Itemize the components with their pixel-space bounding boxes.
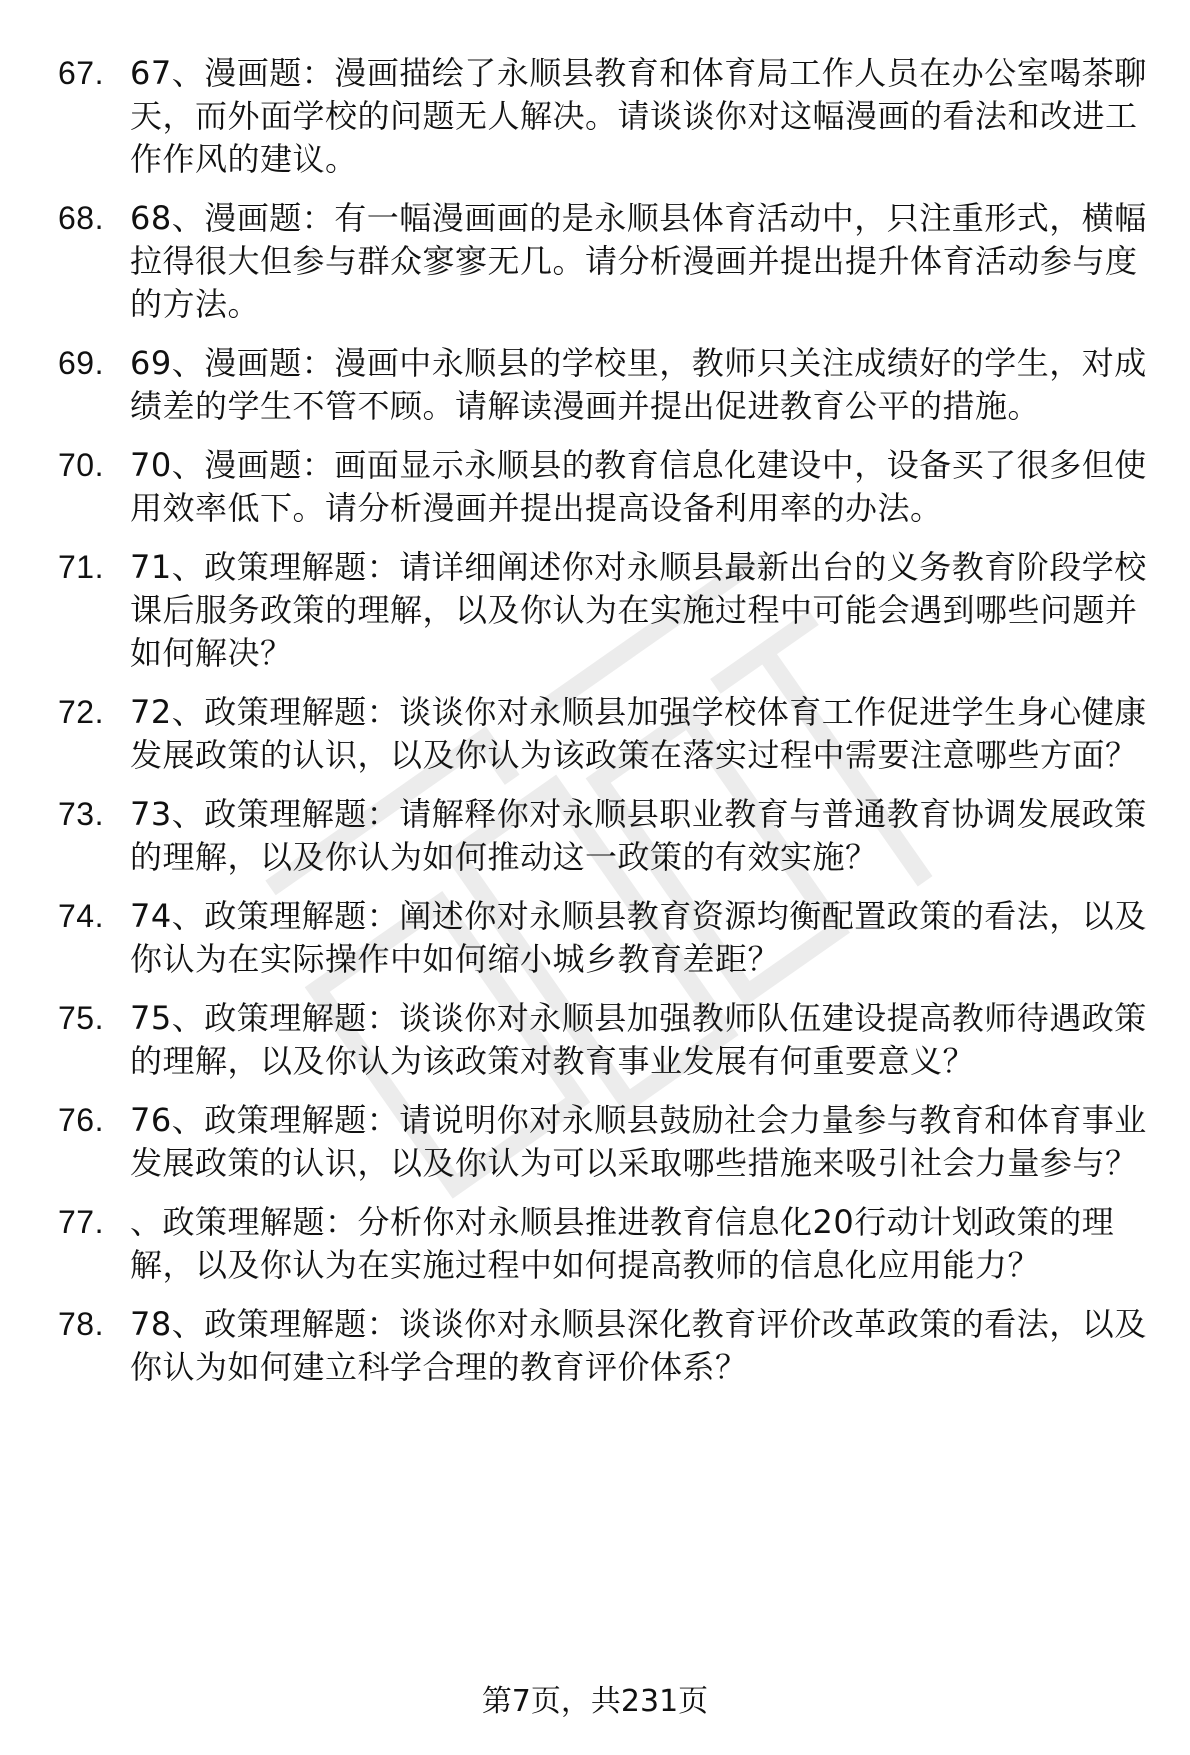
question-number: 73. <box>58 796 104 832</box>
question-text: 75、政策理解题：谈谈你对永顺县加强教师队伍建设提高教师待遇政策的理解，以及你认为该政策对教育事业发展有何重要意义？ <box>130 999 1147 1080</box>
question-text: 76、政策理解题：请说明你对永顺县鼓励社会力量参与教育和体育事业发展政策的认识，以及你认为可以采取哪些措施来吸引社会力量参与？ <box>130 1101 1147 1182</box>
question-number: 74. <box>58 898 104 934</box>
question-list <box>0 52 1190 1405</box>
question-text: 68、漫画题：有一幅漫画画的是永顺县体育活动中，只注重形式，横幅拉得很大但参与群众寥寥无几。请分析漫画并提出提升体育活动参与度的方法。 <box>130 199 1147 323</box>
question-text: 74、政策理解题：阐述你对永顺县教育资源均衡配置政策的看法，以及你认为在实际操作中如何缩小城乡教育差距？ <box>130 897 1147 978</box>
question-text: 71、政策理解题：请详细阐述你对永顺县最新出台的义务教育阶段学校课后服务政策的理解，以及你认为在实施过程中可能会遇到哪些问题并如何解决？ <box>130 548 1147 672</box>
list-item <box>0 895 1190 981</box>
question-text: 72、政策理解题：谈谈你对永顺县加强学校体育工作促进学生身心健康发展政策的认识，以及你认为该政策在落实过程中需要注意哪些方面？ <box>130 693 1147 774</box>
question-number: 78. <box>58 1306 104 1342</box>
question-text: 70、漫画题：画面显示永顺县的教育信息化建设中，设备买了很多但使用效率低下。请分析漫画并提出提高设备利用率的办法。 <box>130 446 1147 527</box>
question-number: 69. <box>58 345 104 381</box>
question-text: 69、漫画题：漫画中永顺县的学校里，教师只关注成绩好的学生，对成绩差的学生不管不顾。请解读漫画并提出促进教育公平的措施。 <box>130 344 1147 425</box>
list-item <box>0 52 1190 181</box>
question-number: 76. <box>58 1102 104 1138</box>
question-text: 67、漫画题：漫画描绘了永顺县教育和体育局工作人员在办公室喝茶聊天，而外面学校的问题无人解决。请谈谈你对这幅漫画的看法和改进工作作风的建议。 <box>130 54 1147 178</box>
question-number: 70. <box>58 447 104 483</box>
list-item <box>0 1201 1190 1287</box>
list-item <box>0 997 1190 1083</box>
list-item <box>0 546 1190 675</box>
question-number: 77. <box>58 1204 104 1240</box>
question-number: 75. <box>58 1000 104 1036</box>
list-item <box>0 1303 1190 1389</box>
list-item <box>0 342 1190 428</box>
question-number: 68. <box>58 200 104 236</box>
list-item <box>0 197 1190 326</box>
list-item <box>0 793 1190 879</box>
question-text: 、政策理解题：分析你对永顺县推进教育信息化20行动计划政策的理解，以及你认为在实施过程中如何提高教师的信息化应用能力？ <box>130 1203 1115 1284</box>
question-number: 67. <box>58 55 104 91</box>
question-text: 73、政策理解题：请解释你对永顺县职业教育与普通教育协调发展政策的理解，以及你认为如何推动这一政策的有效实施？ <box>130 795 1147 876</box>
list-item <box>0 691 1190 777</box>
question-number: 71. <box>58 549 104 585</box>
list-item <box>0 444 1190 530</box>
page-footer: 第7页，共231页 <box>481 1684 709 1719</box>
question-number: 72. <box>58 694 104 730</box>
question-text: 78、政策理解题：谈谈你对永顺县深化教育评价改革政策的看法，以及你认为如何建立科学合理的教育评价体系？ <box>130 1305 1147 1386</box>
list-item <box>0 1099 1190 1185</box>
